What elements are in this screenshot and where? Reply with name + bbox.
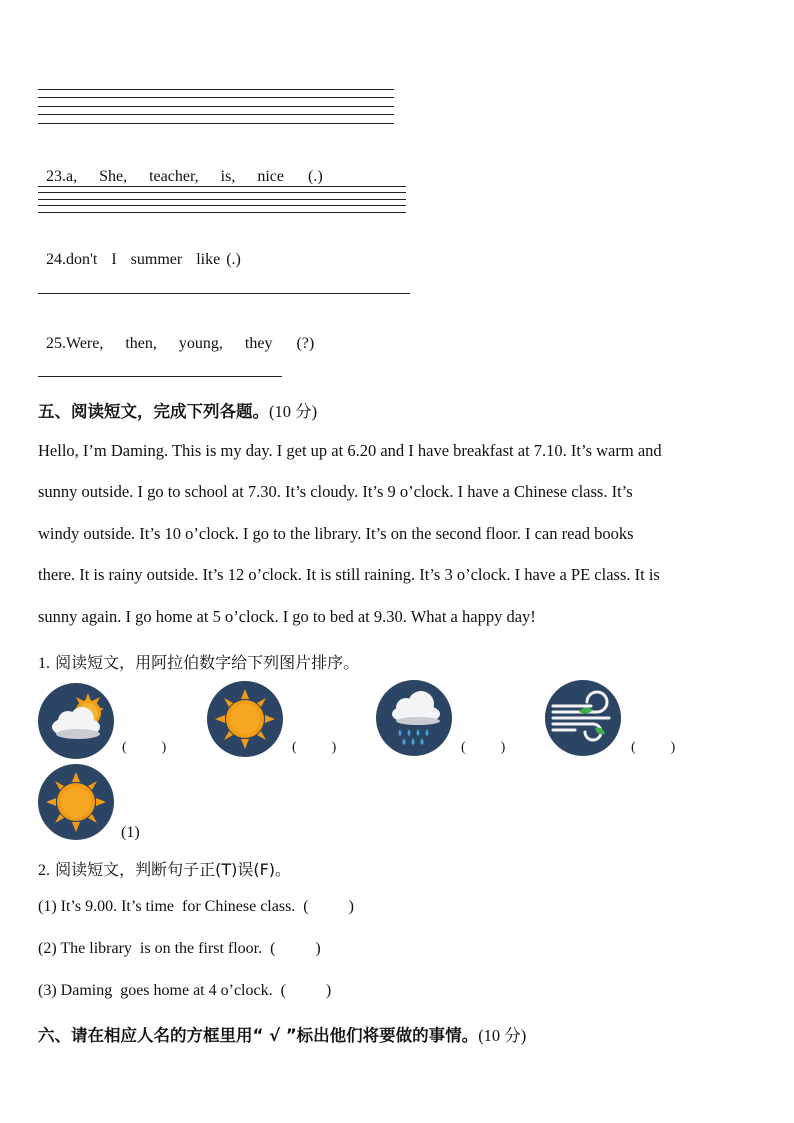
word: summer [130, 251, 183, 268]
task-2-instruction [38, 857, 291, 880]
answer-line [38, 293, 410, 294]
section-5-title: 五、阅读短文，完成下列各题。 [38, 402, 269, 421]
answer-blank[interactable]: ( ) [122, 740, 167, 755]
section-6-heading [38, 1022, 526, 1046]
task-number: 2. [38, 862, 50, 879]
answer-line [38, 212, 406, 213]
sunny-icon [207, 681, 283, 757]
word: don't [66, 251, 98, 268]
question-24 [38, 233, 241, 269]
passage-line: there. It is rainy outside. It’s 12 o’clock. It is still raining. It’s 3 o’clock. I have a PE class. It is [38, 565, 660, 584]
section-5-heading [38, 398, 317, 422]
word: I [111, 251, 117, 268]
section-6-title: 六、请在相应人名的方框里用“ √ ”标出他们将要做的事情。 [38, 1026, 479, 1045]
question-number: 25. [46, 335, 66, 352]
question-number: 23. [46, 168, 66, 185]
answer-line [38, 376, 282, 377]
passage-line: windy outside. It’s 10 o’clock. I go to the library. It’s on the second floor. I can read books [38, 524, 634, 543]
answer-line [38, 123, 394, 124]
word: then, [125, 335, 157, 352]
word: (.) [226, 251, 241, 268]
answer-label: (1) [121, 824, 140, 841]
rainy-icon [376, 680, 452, 756]
word: (.) [307, 168, 323, 185]
word: they [244, 335, 273, 352]
answer-line [38, 199, 406, 200]
word: Were, [66, 335, 104, 352]
sunny-icon [38, 764, 114, 840]
word: young, [178, 335, 223, 352]
answer-blank[interactable]: ( ) [461, 740, 506, 755]
task-number: 1. [38, 655, 50, 672]
answer-blank[interactable]: ( ) [292, 740, 337, 755]
statement-1: (1) It’s 9.00. It’s time for Chinese class. ( ) [38, 898, 354, 915]
task-text: 阅读短文，用阿拉伯数字给下列图片排序。 [55, 653, 360, 672]
question-number: 24. [46, 251, 66, 268]
word: a, [66, 168, 78, 185]
cloudy-sun-icon [38, 683, 114, 759]
section-5-points: (10 分) [269, 402, 318, 421]
passage-line: sunny outside. I go to school at 7.30. It’s cloudy. It’s 9 o’clock. I have a Chinese class. It’s [38, 482, 633, 501]
word: is, [220, 168, 236, 185]
answer-line [38, 186, 406, 187]
task-1-instruction [38, 650, 359, 673]
statement-2: (2) The library is on the first floor. ( ) [38, 940, 321, 957]
section-6-points: (10 分) [478, 1026, 527, 1045]
answer-blank[interactable]: ( ) [631, 740, 676, 755]
answer-line [38, 205, 406, 206]
question-23 [38, 150, 323, 186]
passage-line: sunny again. I go home at 5 o’clock. I go to bed at 9.30. What a happy day! [38, 607, 536, 626]
question-25 [38, 317, 314, 353]
windy-icon [545, 680, 621, 756]
word: nice [257, 168, 284, 185]
passage-line: Hello, I’m Daming. This is my day. I get up at 6.20 and I have breakfast at 7.10. It’s warm and [38, 441, 662, 460]
statement-3: (3) Daming goes home at 4 o’clock. ( ) [38, 982, 332, 999]
answer-line [38, 106, 394, 107]
word: like [196, 251, 221, 268]
answer-line [38, 192, 406, 193]
word: She, [99, 168, 128, 185]
answer-line [38, 97, 394, 98]
task-text: 阅读短文，判断句子正(T)误(F)。 [55, 860, 292, 879]
word: (?) [296, 335, 315, 352]
answer-line [38, 114, 394, 115]
answer-line [38, 89, 394, 90]
word: teacher, [149, 168, 199, 185]
